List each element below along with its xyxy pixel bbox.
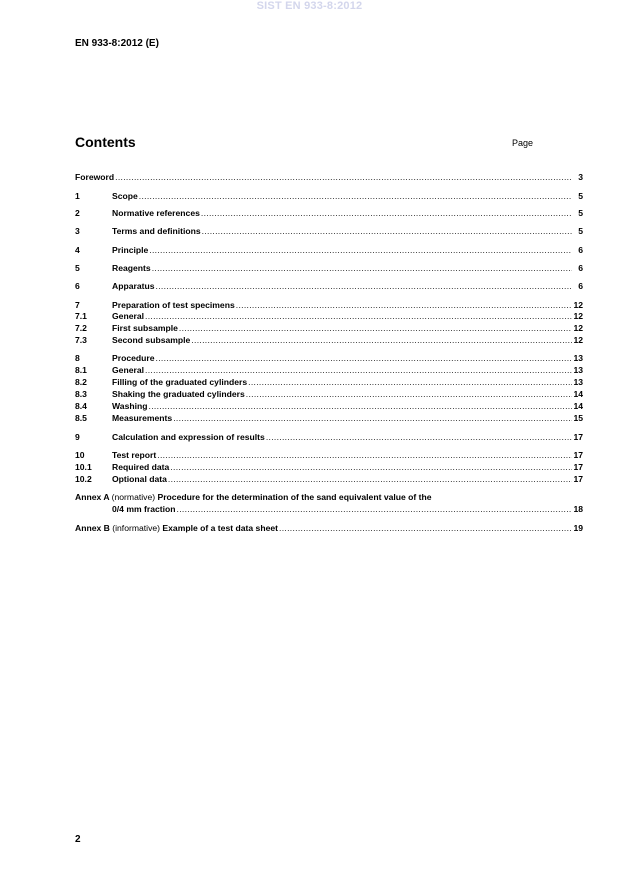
document-id: EN 933-8:2012 (E) xyxy=(75,38,159,49)
toc-entry-7-3[interactable]: 7.3 Second subsample ..... 12 xyxy=(75,335,583,346)
toc-entry-3[interactable]: 3 Terms and definitions ..... 5 xyxy=(75,226,583,237)
toc-entry-7-1[interactable]: 7.1 General ..... 12 xyxy=(75,311,583,322)
toc-entry-9[interactable]: 9 Calculation and expression of results ..... 17 xyxy=(75,432,583,443)
toc-entry-annex-a-continued[interactable]: 0/4 mm fraction ..... 18 xyxy=(75,504,583,515)
annex-a-title-line2: 0/4 mm fraction xyxy=(112,504,176,514)
toc-entry-4[interactable]: 4 Principle ..... 6 xyxy=(75,245,583,256)
toc-entry-8-4[interactable]: 8.4 Washing ..... 14 xyxy=(75,401,583,412)
toc-entry-10-1[interactable]: 10.1 Required data ..... 17 xyxy=(75,462,583,473)
toc-entry-1[interactable]: 1 Scope ..... 5 xyxy=(75,191,583,202)
toc-entry-10[interactable]: 10 Test report ..... 17 xyxy=(75,450,583,461)
annex-a-label: Annex A xyxy=(75,492,110,502)
annex-b-title: Example of a test data sheet xyxy=(162,523,278,533)
page-number: 2 xyxy=(75,834,81,845)
toc-entry-6[interactable]: 6 Apparatus ..... 6 xyxy=(75,281,583,292)
toc-entry-foreword[interactable]: Foreword ..... 3 xyxy=(75,172,583,183)
toc-entry-7[interactable]: 7 Preparation of test specimens ..... 12 xyxy=(75,300,583,311)
toc-entry-8-5[interactable]: 8.5 Measurements ..... 15 xyxy=(75,413,583,424)
toc-entry-7-2[interactable]: 7.2 First subsample ..... 12 xyxy=(75,323,583,334)
annex-a-title: Procedure for the determination of the sand equivalent value of the xyxy=(157,492,432,502)
toc-entry-5[interactable]: 5 Reagents ..... 6 xyxy=(75,263,583,274)
toc-entry-8-1[interactable]: 8.1 General ..... 13 xyxy=(75,365,583,376)
watermark: SIST EN 933-8:2012 xyxy=(256,0,363,12)
annex-b-label: Annex B xyxy=(75,523,110,533)
annex-a-type: (normative) xyxy=(111,492,156,502)
toc-entry-annex-a[interactable] xyxy=(75,492,583,503)
page-column-label: Page xyxy=(512,138,534,148)
contents-heading: Contents xyxy=(75,134,136,150)
toc-entry-annex-b[interactable]: Annex B (informative) Example of a test data sheet ..... 19 xyxy=(75,523,583,534)
toc-entry-2[interactable]: 2 Normative references ..... 5 xyxy=(75,208,583,219)
annex-b-type: (informative) xyxy=(112,523,161,533)
toc-entry-8-2[interactable]: 8.2 Filling of the graduated cylinders ..... 13 xyxy=(75,377,583,388)
toc-entry-8[interactable]: 8 Procedure ..... 13 xyxy=(75,353,583,364)
toc-entry-10-2[interactable]: 10.2 Optional data ..... 17 xyxy=(75,474,583,485)
toc-entry-8-3[interactable]: 8.3 Shaking the graduated cylinders ..... 14 xyxy=(75,389,583,400)
